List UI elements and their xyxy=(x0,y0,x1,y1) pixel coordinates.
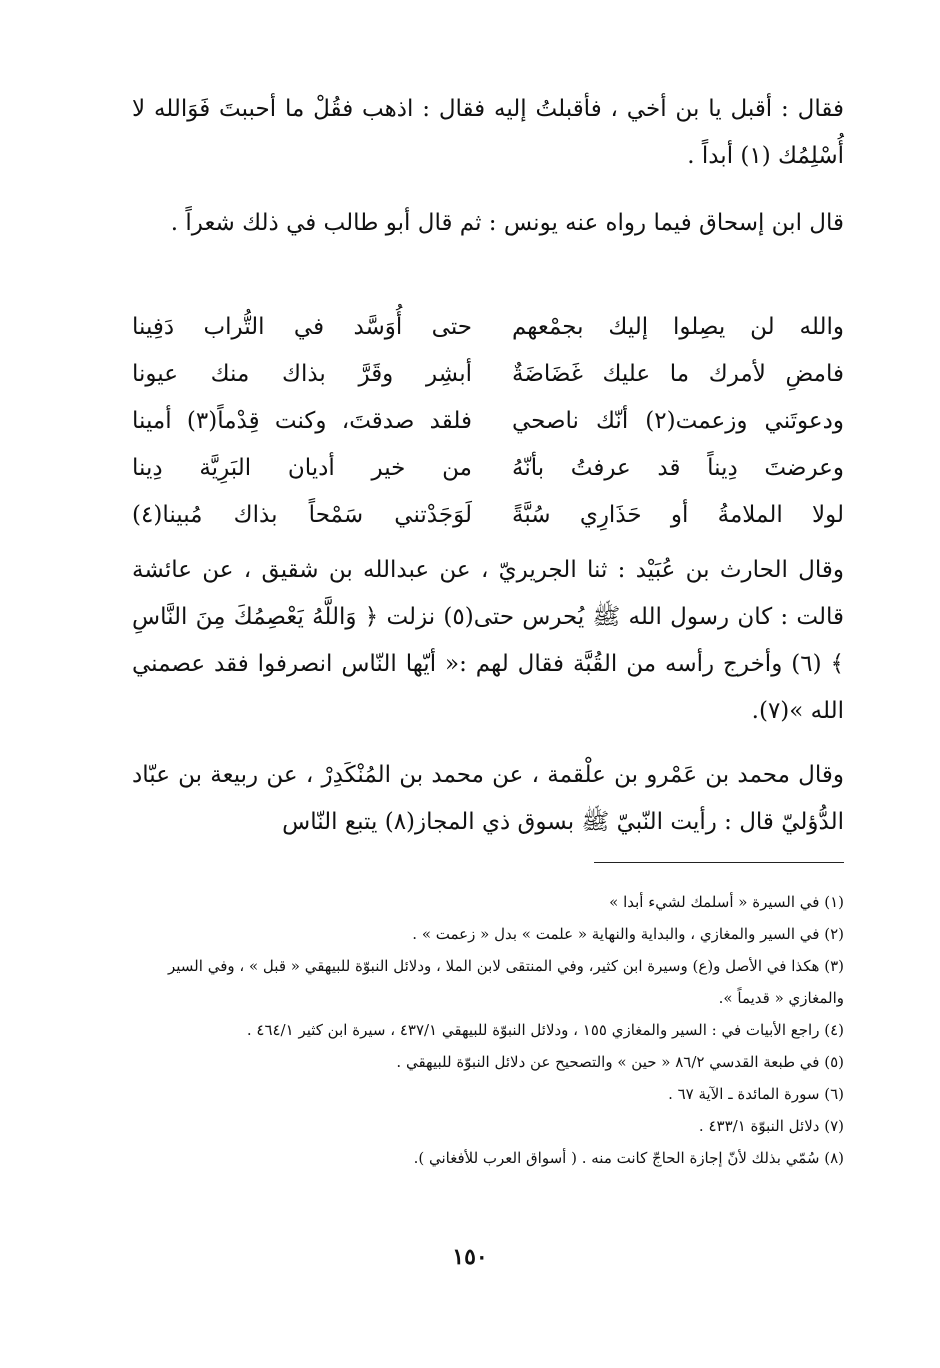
verse-second-hemistich: فلقد صدقتَ، وكنت قِدْماً(٣) أمينا xyxy=(132,408,472,434)
footnote: (٣) هكذا في الأصل و(ع) وسيرة ابن كثير، وفي المنتقى لابن الملا ، ودلائل النبوّة للبيهقي « قبل » ، وفي السير والمغازي « قديماً ». xyxy=(168,957,844,1007)
verse-first-hemistich: والله لن يصِلوا إليك بجمْعهم xyxy=(512,314,844,340)
poem-verse xyxy=(132,492,844,539)
footnote: (٥) في طبعة القدسي ٨٦/٢ « حين » والتصحيح عن دلائل النبوّة للبيهقي . xyxy=(396,1053,844,1071)
poem xyxy=(132,304,844,539)
paragraph-3: وقال الحارث بن عُبَيْد : ثنا الجريريّ ، عن عبدالله بن شقيق ، عن عائشة قالت : كان رسول الله ﷺ يُحرس حتى(٥) نزلت ﴿ وَاللَّهُ يَعْصِمُكَ مِنَ النَّاسِ ﴾ (٦) وأخرج رأسه من القُبَّة فقال لهم :« أيّها النّاس انصرفوا فقد عصمني الله »(٧). xyxy=(132,557,844,724)
poem-verse xyxy=(132,304,844,351)
poem-verse xyxy=(132,445,844,492)
footnote: (٧) دلائل النبوّة ٤٣٣/١ . xyxy=(698,1117,844,1135)
verse-second-hemistich: من خير أديان البَرِيَّة دِينا xyxy=(132,455,472,481)
paragraph-2: قال ابن إسحاق فيما رواه عنه يونس : ثم قال أبو طالب في ذلك شعراً . xyxy=(170,210,844,236)
footnote: (٢) في السير والمغازي ، والبداية والنهاية « علمت » بدل « زعمت » . xyxy=(412,925,844,943)
page-number: ١٥٠ xyxy=(452,1244,488,1270)
verse-first-hemistich: ودعوتَني وزعمت(٢) أنّك ناصحي xyxy=(512,408,844,434)
verse-second-hemistich: أبشِر وقَرَّ بذاك منك عيونا xyxy=(132,361,472,387)
footnotes xyxy=(132,886,844,1174)
footnote: (١) في السيرة « أسلمك لشيء أبدا » xyxy=(609,893,844,911)
paragraph-1: فقال : أقبل يا بن أخي ، فأقبلتُ إليه فقال : اذهب فقُلْ ما أحببتَ فَوَالله لا أُسْلِمُك (١) أبداً . xyxy=(132,96,844,169)
poem-verse xyxy=(132,351,844,398)
footnote: (٤) راجع الأبيات في : السير والمغازي ١٥٥ ، ودلائل النبوّة للبيهقي ٤٣٧/١ ، سيرة ابن كثير ٤٦٤/١ . xyxy=(246,1021,844,1039)
paragraph-4: وقال محمد بن عَمْرو بن علْقمة ، عن محمد بن المُنْكَدِرْ ، عن ربيعة بن عبّاد الدُّؤليّ قال : رأيت النّبيّ ﷺ بسوق ذي المجاز(٨) يتبع النّاس xyxy=(132,762,844,835)
verse-second-hemistich: لَوَجَدْتني سَمْحاً بذاك مُبينا(٤) xyxy=(132,502,472,528)
verse-first-hemistich: فامضِ لأمرك ما عليك غَضَاضَةٌ xyxy=(512,361,844,387)
verse-first-hemistich: لولا الملامةُ أو حَذَارِي سُبَّةً xyxy=(512,502,844,528)
verse-second-hemistich: حتى أُوَسَّد في التُّراب دَفِينا xyxy=(132,314,472,340)
footnote: (٨) سُمّي بذلك لأنّ إجازة الحاجّ كانت منه . ( أسواق العرب للأفغاني ). xyxy=(413,1149,844,1167)
poem-verse xyxy=(132,398,844,445)
footnote: (٦) سورة المائدة ـ الآية ٦٧ . xyxy=(668,1085,844,1103)
verse-first-hemistich: وعرضتَ دِيناً قد عرفتُ بأنّهُ xyxy=(512,455,844,481)
footnote-divider xyxy=(594,862,844,863)
